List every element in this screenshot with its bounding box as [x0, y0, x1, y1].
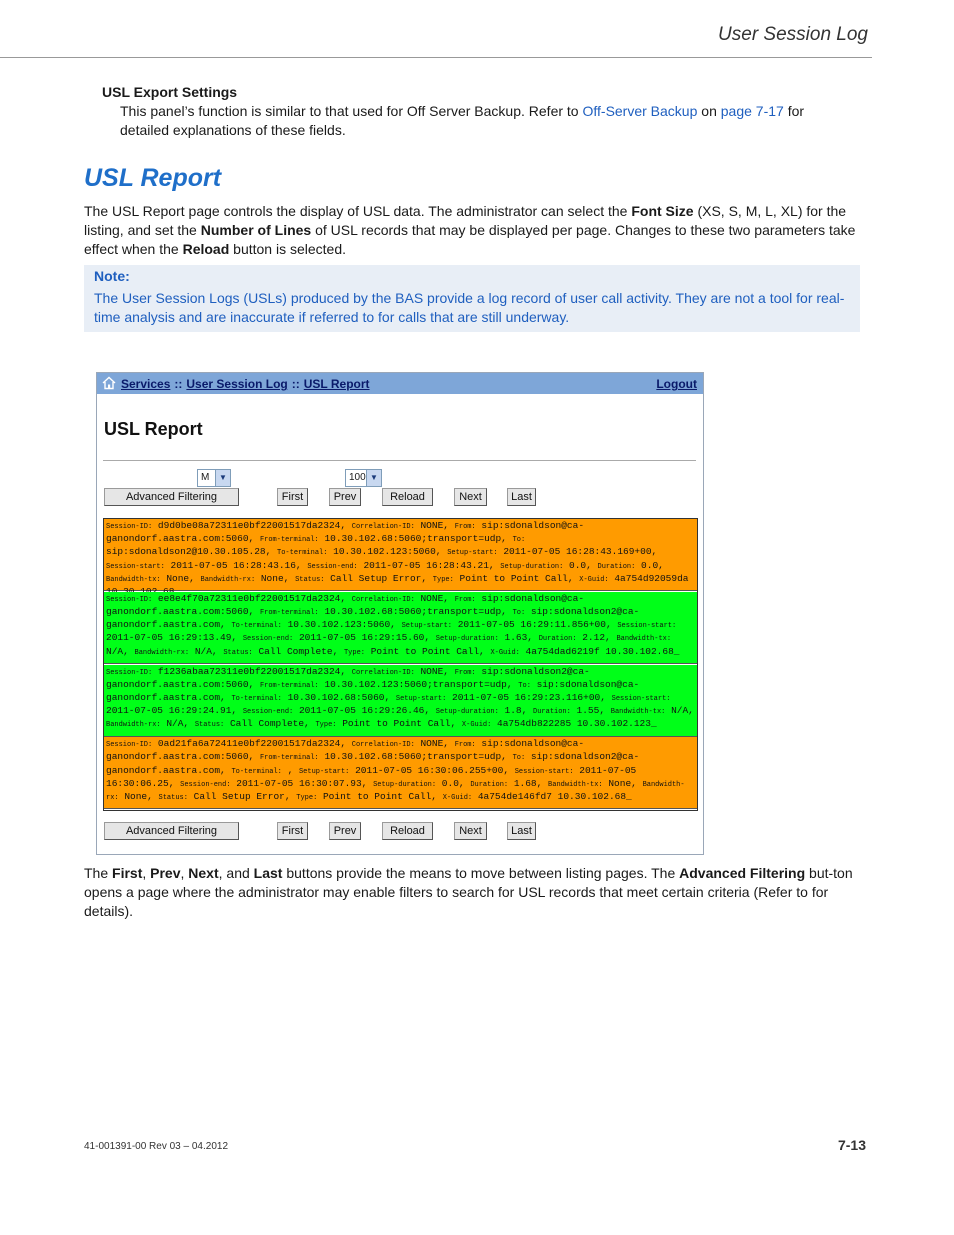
- record-field-value: d9d0be08a72311e0bf22001517da2324,: [157, 520, 347, 531]
- record-field-value: Call Setup Error,: [193, 791, 291, 803]
- footer-doc-id: 41-001391-00 Rev 03 – 04.2012: [84, 1141, 229, 1152]
- record-field-label: Setup-duration:: [435, 708, 499, 717]
- text: The: [84, 865, 113, 881]
- usl-record-row: [104, 737, 697, 809]
- font-size-select[interactable]: [197, 469, 231, 487]
- footer-page-number: 7-13: [837, 1137, 866, 1153]
- record-field-label: Status:: [194, 721, 225, 730]
- breadcrumb-separator: ::: [174, 377, 183, 391]
- record-field-value: 10.30.102.68:5060;transport=udp,: [324, 605, 507, 617]
- report-paragraph: [84, 202, 864, 259]
- record-field-value: Point to Point Call,: [342, 718, 457, 730]
- record-field-value: sip:sdonaldson@ca-ganondorf.aastra.com,: [106, 678, 640, 703]
- record-field-value: 2011-07-05 16:28:43.169+00,: [503, 546, 658, 558]
- record-field-label: Correlation-ID:: [351, 523, 415, 531]
- record-field-label: To-terminal:: [231, 622, 282, 631]
- text: , and: [218, 865, 254, 881]
- record-field-value: 0.0,: [441, 777, 465, 789]
- record-field-label: Bandwidth-tx:: [616, 635, 672, 644]
- record-field-value: sip:sdonaldson2@ca-ganondorf.aastra.com:5060,: [106, 665, 590, 690]
- record-field-label: Type:: [343, 648, 365, 657]
- record-field-value: 2011-07-05 16:29:24.91,: [106, 705, 238, 717]
- screenshot-divider: [103, 460, 696, 461]
- record-field-label: From:: [454, 668, 476, 677]
- reload-button[interactable]: Reload: [382, 488, 433, 506]
- export-text-mid: on: [697, 103, 721, 119]
- record-field-value: NONE,: [420, 520, 449, 531]
- record-field-label: To:: [512, 536, 526, 545]
- record-field-label: Setup-duration:: [435, 635, 499, 644]
- record-field-value: 2011-07-05 16:29:23.116+00,: [452, 691, 606, 703]
- chevron-down-icon[interactable]: ▼: [366, 470, 381, 486]
- record-field-value: 4a754db822285 10.30.102.123_: [497, 718, 657, 730]
- record-field-label: Correlation-ID:: [351, 595, 415, 604]
- record-field-value: 2.12,: [582, 632, 611, 644]
- usl-record-row: [104, 665, 697, 737]
- record-field-label: Duration:: [470, 780, 509, 789]
- off-server-backup-link[interactable]: Off-Server Backup: [582, 103, 698, 119]
- record-field-value: 10.30.102.123:5060,: [287, 619, 396, 631]
- record-field-value: 2011-07-05 16:28:43.21,: [363, 559, 495, 571]
- text: ,: [180, 865, 189, 881]
- record-field-label: Session-ID:: [106, 523, 153, 531]
- record-field-label: Status:: [295, 575, 325, 584]
- export-text-before: This panel’s function is similar to that used for Off Server Backup. Refer to: [120, 103, 583, 119]
- record-field-label: To:: [512, 754, 526, 763]
- record-field-label: Bandwidth-tx:: [610, 708, 666, 717]
- record-field-value: sip:sdonaldson2@ca-ganondorf.aastra.com,: [106, 605, 640, 631]
- record-field-label: Session-start:: [514, 767, 574, 776]
- record-field-value: 1.55,: [576, 705, 606, 717]
- text: The USL Report page controls the display of USL data. The administrator can select the: [84, 203, 632, 219]
- record-field-value: sip:sdonaldson@ca-ganondorf.aastra.com:5060,: [106, 592, 585, 617]
- breadcrumb-separator: ::: [291, 377, 300, 391]
- record-field-value: None,: [260, 572, 290, 584]
- record-field-value: NONE,: [420, 592, 449, 604]
- record-field-label: Type:: [296, 794, 318, 803]
- record-field-label: From-terminal:: [259, 681, 319, 690]
- note-label: Note:: [94, 268, 130, 284]
- record-field-value: 4a754d92059da: [614, 572, 689, 584]
- record-field-value: 2011-07-05 16:30:06.25,: [106, 764, 637, 789]
- record-field-label: Bandwidth-tx:: [106, 575, 161, 584]
- record-field-label: Session-end:: [180, 780, 231, 789]
- advanced-filtering-term: Advanced Filtering: [679, 865, 806, 881]
- record-field-label: Duration:: [597, 562, 636, 571]
- number-of-lines-term: Number of Lines: [200, 222, 312, 238]
- page-7-17-link[interactable]: page 7-17: [720, 103, 784, 119]
- record-field-value: ,: [287, 764, 294, 776]
- record-field-value: 0.0,: [641, 559, 664, 571]
- record-field-value: 10.30.102.68:5060;transport=udp,: [324, 533, 507, 545]
- next-button[interactable]: Next: [454, 822, 487, 840]
- record-field-value: Call Complete,: [258, 645, 339, 657]
- record-field-label: Setup-duration:: [373, 780, 437, 789]
- record-field-label: From:: [454, 523, 476, 531]
- record-field-value: N/A,: [194, 645, 218, 657]
- record-field-value: 10.30.102.68:5060,: [287, 691, 391, 703]
- record-field-label: Correlation-ID:: [351, 668, 415, 677]
- advanced-filtering-button[interactable]: Advanced Filtering: [104, 822, 239, 840]
- section-title: USL Report: [84, 164, 222, 192]
- record-field-value: sip:sdonaldson@ca-ganondorf.aastra.com:5060,: [106, 520, 585, 545]
- record-field-value: 1.8,: [504, 705, 528, 717]
- record-field-value: N/A,: [671, 705, 694, 717]
- record-field-value: NONE,: [420, 738, 449, 750]
- reload-button[interactable]: Reload: [382, 822, 433, 840]
- record-field-label: Bandwidth-tx:: [548, 780, 603, 789]
- record-field-label: Setup-duration:: [500, 562, 564, 571]
- record-field-label: X-Guid:: [442, 794, 473, 803]
- note-box: [84, 265, 860, 332]
- record-field-value: ee8e4f70a72311e0bf22001517da2324,: [157, 592, 347, 604]
- record-field-value: 4a754de146fd7 10.30.102.68_: [477, 791, 632, 803]
- breadcrumb-services[interactable]: Services: [121, 377, 171, 391]
- record-field-label: Duration:: [533, 708, 571, 717]
- record-field-value: 10.30.102.68:5060;transport=udp,: [324, 751, 507, 763]
- record-field-value: 0ad21fa6a72411e0bf22001517da2324,: [157, 738, 347, 750]
- font-size-term: Font Size: [631, 203, 694, 219]
- record-field-label: From:: [454, 741, 476, 750]
- prev-term: Prev: [150, 865, 181, 881]
- record-field-value: 2011-07-05 16:30:07.93,: [236, 777, 368, 789]
- record-field-value: 2011-07-05 16:29:13.49,: [106, 632, 238, 644]
- text: button is selected.: [229, 241, 347, 257]
- first-button[interactable]: First: [277, 488, 308, 506]
- record-field-label: To:: [518, 681, 531, 690]
- record-field-label: Setup-start:: [395, 694, 447, 703]
- record-field-label: Session-end:: [242, 635, 294, 644]
- record-field-value: 0.0,: [569, 559, 592, 571]
- record-field-value: f1236abaa72311e0bf22001517da2324,: [157, 665, 347, 677]
- font-size-value: M: [201, 472, 210, 483]
- note-text: The User Session Logs (USLs) produced by the BAS provide a log record of user call activity. They are not a tool for real-time analysis and are inaccurate if referred to for calls that are still underway.: [94, 290, 845, 325]
- screenshot-page-title: USL Report: [104, 419, 203, 439]
- record-field-label: Session-start:: [106, 562, 165, 571]
- record-field-label: Bandwidth-rx:: [106, 780, 685, 803]
- header-rule: [0, 57, 872, 58]
- record-field-value: 2011-07-05 16:29:15.60,: [298, 632, 431, 644]
- lines-per-page-value: 100: [349, 472, 366, 483]
- lines-per-page-select[interactable]: [345, 469, 382, 487]
- first-button[interactable]: First: [277, 822, 308, 840]
- usl-record-row: [104, 519, 697, 591]
- record-field-label: From:: [454, 595, 476, 604]
- record-field-value: 10.30.102.123:5060,: [333, 546, 442, 558]
- next-button[interactable]: Next: [454, 488, 487, 506]
- header-title: User Session Log: [718, 24, 868, 45]
- record-field-value: 2011-07-05 16:30:06.255+00,: [355, 764, 510, 776]
- record-field-value: sip:sdonaldson@ca-ganondorf.aastra.com:5060,: [106, 738, 585, 763]
- record-field-value: sip:sdonaldson2@10.30.105.28,: [106, 546, 272, 558]
- record-field-label: Type:: [432, 575, 454, 584]
- record-field-label: Session-start:: [617, 622, 677, 631]
- record-field-label: Status:: [158, 794, 188, 803]
- export-text-after: for detailed explanations of these fields.: [120, 103, 805, 138]
- record-field-label: To-terminal:: [231, 694, 282, 703]
- next-term: Next: [188, 865, 219, 881]
- text: of USL records that may be displayed per page. Changes to these two parameters take effect when the: [84, 222, 856, 257]
- record-field-label: Session-start:: [611, 694, 671, 703]
- screenshot-nav-bar: [97, 373, 703, 394]
- record-field-label: To:: [512, 608, 526, 617]
- record-field-label: Session-end:: [242, 708, 294, 717]
- record-field-label: From-terminal:: [259, 754, 319, 763]
- record-field-label: Session-ID:: [106, 741, 153, 750]
- record-field-label: To-terminal:: [277, 549, 328, 558]
- reload-term: Reload: [182, 241, 230, 257]
- breadcrumb: [121, 377, 370, 391]
- usl-report-screenshot: [96, 372, 704, 855]
- chevron-down-icon[interactable]: ▼: [215, 470, 230, 486]
- advanced-filtering-button[interactable]: Advanced Filtering: [104, 488, 239, 506]
- record-field-value: 10.30.102.123:5060;transport=udp,: [324, 678, 513, 690]
- home-icon[interactable]: [102, 376, 116, 390]
- last-button[interactable]: Last: [507, 488, 536, 506]
- record-field-value: 2011-07-05 16:29:11.856+00,: [457, 619, 612, 631]
- text: ,: [142, 865, 151, 881]
- usl-record-row: [104, 592, 697, 664]
- record-field-label: To-terminal:: [231, 767, 282, 776]
- record-field-value: 4a754dad6219f 10.30.102.68_: [525, 645, 680, 657]
- record-field-value: None,: [166, 572, 195, 584]
- record-field-value: 1.63,: [504, 632, 534, 644]
- record-field-value: 1.68,: [513, 777, 543, 789]
- export-settings-paragraph: [120, 102, 840, 140]
- prev-button[interactable]: Prev: [329, 488, 361, 506]
- record-field-value: NONE,: [420, 665, 449, 677]
- record-field-label: From-terminal:: [259, 536, 319, 545]
- record-field-label: Bandwidth-rx:: [106, 721, 161, 730]
- logout-link[interactable]: Logout: [656, 377, 697, 391]
- breadcrumb-user-session-log[interactable]: User Session Log: [186, 377, 288, 391]
- record-field-label: Correlation-ID:: [351, 741, 415, 750]
- record-field-label: Session-ID:: [106, 595, 153, 604]
- record-field-value: N/A,: [106, 645, 129, 657]
- record-field-label: X-Guid:: [490, 648, 520, 657]
- record-field-label: Session-end:: [307, 562, 358, 571]
- record-field-label: Setup-start:: [298, 767, 350, 776]
- record-field-value: 2011-07-05 16:29:26.46,: [298, 705, 431, 717]
- export-settings-heading: USL Export Settings: [102, 84, 238, 100]
- record-field-value: Call Complete,: [229, 718, 310, 730]
- record-field-label: Setup-start:: [401, 622, 453, 631]
- record-field-label: Setup-start:: [447, 549, 498, 558]
- record-field-label: Session-ID:: [106, 668, 153, 677]
- record-field-value: Point to Point Call,: [370, 645, 485, 657]
- last-button[interactable]: Last: [507, 822, 536, 840]
- record-field-label: X-Guid:: [461, 721, 492, 730]
- record-field-label: Status:: [223, 648, 253, 657]
- prev-button[interactable]: Prev: [329, 822, 361, 840]
- record-field-value: Point to Point Call,: [322, 791, 438, 803]
- text: but-ton opens a page where the administrator may enable filters to search for USL records that meet certain criteria (Refer to for details).: [84, 865, 853, 919]
- record-field-value: None,: [608, 777, 637, 789]
- text: buttons provide the means to move between listing pages. The: [282, 865, 680, 881]
- record-field-label: Type:: [315, 721, 337, 730]
- record-field-label: X-Guid:: [579, 575, 609, 584]
- record-field-label: Duration:: [538, 635, 577, 644]
- record-field-value: N/A,: [166, 718, 190, 730]
- breadcrumb-usl-report[interactable]: USL Report: [303, 377, 370, 391]
- record-field-value: Point to Point Call,: [459, 572, 574, 584]
- record-field-label: Bandwidth-rx:: [134, 648, 190, 657]
- first-term: First: [112, 865, 143, 881]
- last-term: Last: [253, 865, 283, 881]
- usl-records-list: [103, 518, 698, 811]
- text: (XS, S, M, L, XL) for the listing, and set the: [84, 203, 847, 238]
- record-field-label: From-terminal:: [259, 608, 319, 617]
- record-field-value: sip:sdonaldson2@ca-ganondorf.aastra.com,: [106, 751, 640, 776]
- record-field-value: None,: [124, 791, 153, 803]
- record-field-value: 2011-07-05 16:28:43.16,: [170, 559, 302, 571]
- navigation-paragraph: [84, 864, 864, 921]
- record-field-label: Bandwidth-rx:: [200, 575, 256, 584]
- record-field-value: Call Setup Error,: [330, 572, 428, 584]
